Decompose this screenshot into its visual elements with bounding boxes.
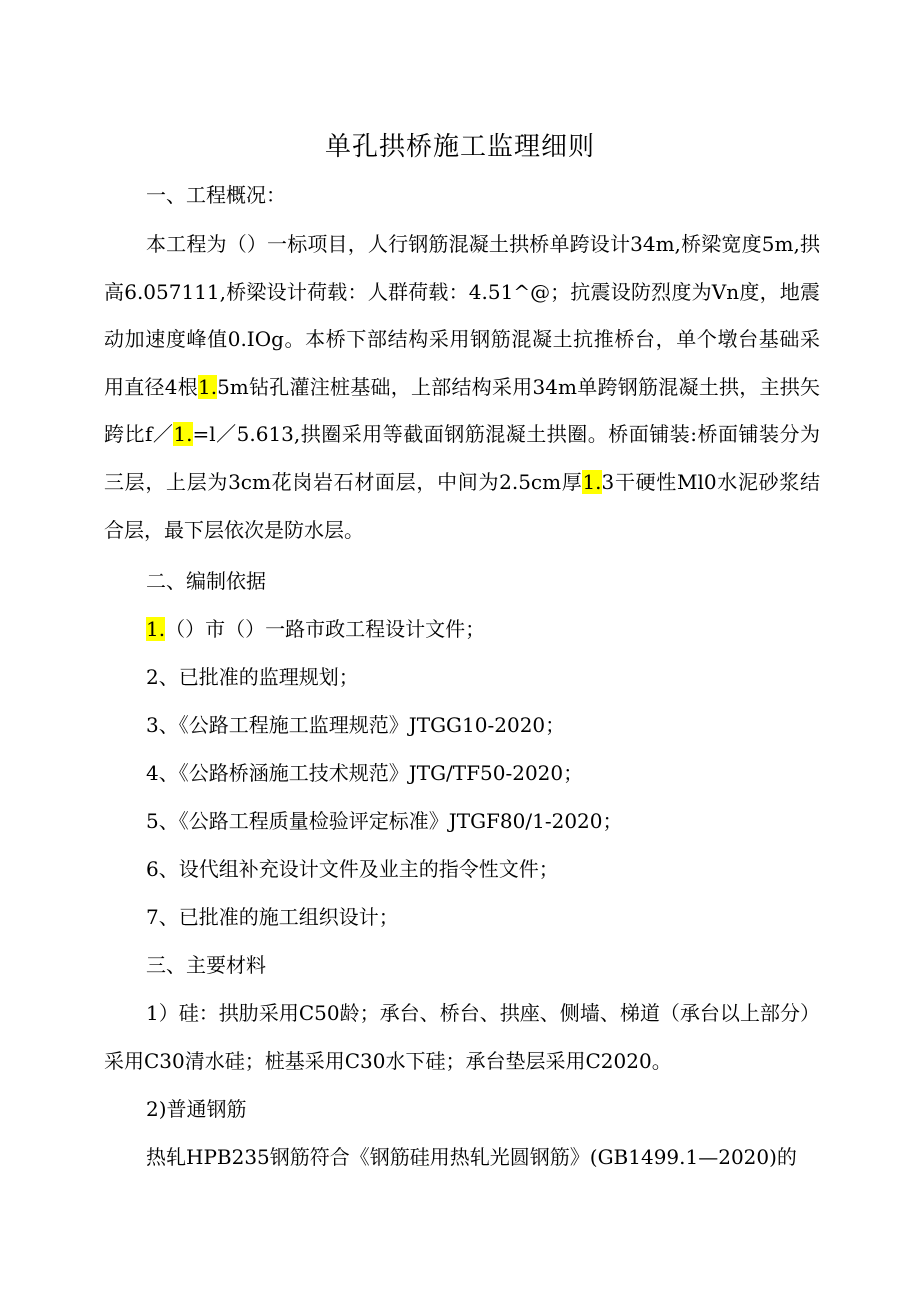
section-heading-materials (104, 950, 820, 980)
section-heading-text: 一、工程概况： (146, 183, 286, 207)
basis-item-text: 7、已批准的施工组织设计； (146, 905, 399, 929)
basis-item-text: 5、《公路工程质量检验评定标准》JTGF80/1-2020； (146, 809, 623, 833)
basis-item-4 (104, 758, 820, 788)
highlight-mark-3: 1. (582, 469, 602, 494)
overview-paragraph (104, 221, 820, 554)
materials-rebar-text (104, 1142, 820, 1172)
document-title: 单孔拱桥施工监理细则 (324, 132, 595, 162)
basis-item-3 (104, 710, 820, 740)
materials-text: 热轧HPB235钢筋符合《钢筋硅用热轧光圆钢筋》(GB1499.1—2020)的 (146, 1145, 797, 1169)
overview-text-d: 3干硬性Ml0水泥砂浆结合层，最下层依次是防水层。 (104, 469, 820, 542)
overview-text-b: 5m钻孔灌注桩基础，上部结构采用34m单跨钢筋混凝土拱，主拱矢跨比f／ (104, 374, 820, 447)
section-heading-overview (104, 180, 820, 210)
materials-subheading-text: 2)普通钢筋 (146, 1097, 247, 1121)
section-heading-text: 二、编制依据 (146, 569, 266, 593)
basis-item-text: 4、《公路桥涵施工技术规范》JTG/TF50-2020； (146, 761, 584, 785)
basis-item-5 (104, 806, 820, 836)
basis-item-6 (104, 854, 820, 884)
basis-item-text: 6、设代组补充设计文件及业主的指令性文件； (146, 857, 559, 881)
highlight-mark-1: 1. (197, 374, 218, 399)
basis-item-1 (104, 614, 820, 644)
highlight-mark-2: 1. (173, 422, 193, 447)
section-heading-text: 三、主要材料 (146, 953, 266, 977)
section-heading-basis (104, 566, 820, 596)
highlight-mark-4: 1. (146, 617, 166, 641)
overview-text-a: 本工程为（）一标项目，人行钢筋混凝土拱桥单跨设计34m,桥梁宽度5m,拱高6.057111,桥梁设计荷载：人群荷载：4.51^@；抗震设防烈度为Vn度，地震动加速度峰值0.IOg。本桥下部结构采用钢筋混凝土抗推桥台，单个墩台基础采用直径4根 (104, 232, 820, 399)
basis-item-text: 2、已批准的监理规划； (146, 665, 359, 689)
basis-item-2 (104, 662, 820, 692)
basis-item-7 (104, 902, 820, 932)
overview-text-c: =l／5.613,拱圈采用等截面钢筋混凝土拱圈。桥面铺装:桥面铺装分为三层，上层为3cm花岗岩石材面层，中间为2.5cm厚 (104, 422, 820, 494)
materials-concrete-paragraph: 1）硅：拱肋采用C50龄；承台、桥台、拱座、侧墙、梯道（承台以上部分）采用C30清水硅；桩基采用C30水下硅；承台垫层采用C2020。 (104, 1001, 820, 1073)
basis-item-text: 3、《公路工程施工监理规范》JTGG10-2020； (146, 713, 566, 737)
materials-rebar-heading (104, 1094, 820, 1124)
basis-item-text: （）市（）一路市政工程设计文件； (165, 617, 486, 641)
